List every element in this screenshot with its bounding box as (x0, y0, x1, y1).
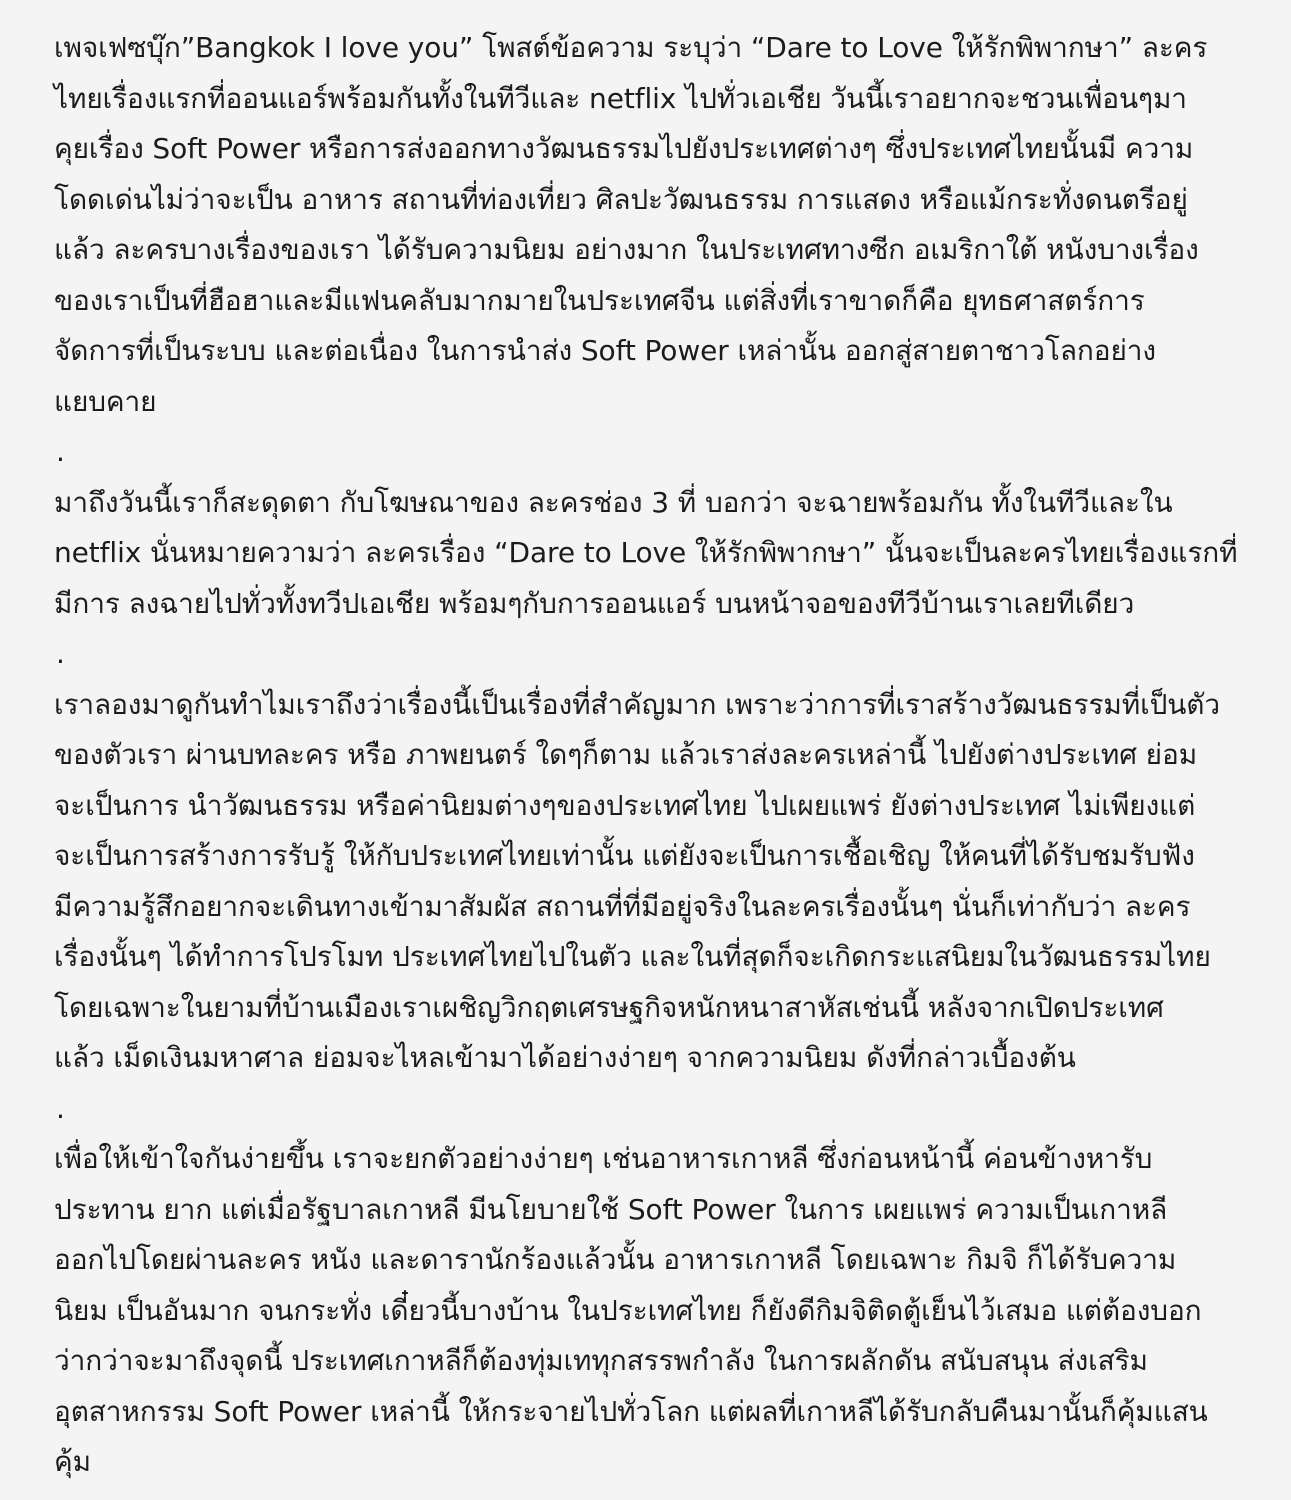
text-line: ว่ากว่าจะมาถึงจุดนี้ ประเทศเกาหลีก็ต้องทุ่มเททุกสรรพกำลัง ในการผลักดัน สนับสนุน ส่งเสริม (54, 1344, 1148, 1377)
text-line: โดดเด่นไม่ว่าจะเป็น อาหาร สถานที่ท่องเที่ยว ศิลปะวัฒนธรรม การแสดง หรือแม้กระทั่งดนตรีอยู่ (54, 182, 1188, 216)
text-line: มีความรู้สึกอยากจะเดินทางเข้ามาสัมผัส สถานที่ที่มีอยู่จริงในละครเรื่องนั้นๆ นั่นก็เท่ากับว่า ละคร (54, 889, 1191, 923)
text-line: เรื่องนั้นๆ ได้ทำการโปรโมท ประเทศไทยไปในตัว และในที่สุดก็จะเกิดกระแสนิยมในวัฒนธรรมไทย (54, 940, 1211, 973)
text-line: ออกไปโดยผ่านละคร หนัง และดารานักร้องแล้วนั้น อาหารเกาหลี โดยเฉพาะ กิมจิ ก็ได้รับความ (54, 1243, 1177, 1276)
text-line: เราลองมาดูกันทำไมเราถึงว่าเรื่องนี้เป็นเรื่องที่สำคัญมาก เพราะว่าการที่เราสร้างวัฒนธรรมที่เป็นตัว (54, 687, 1220, 721)
text-line: ประทาน ยาก แต่เมื่อรัฐบาลเกาหลี มีนโยบายใช้ Soft Power ในการ เผยแพร่ ความเป็นเกาหลี (54, 1192, 1168, 1226)
text-line: โดยเฉพาะในยามที่บ้านเมืองเราเผชิญวิกฤตเศรษฐกิจหนักหนาสาหัสเช่นนี้ หลังจากเปิดประเทศ (54, 990, 1164, 1024)
text-line: จะเป็นการ นำวัฒนธรรม หรือค่านิยมต่างๆของประเทศไทย ไปเผยแพร่ ยังต่างประเทศ ไม่เพียงแต่ (54, 788, 1196, 822)
text-line: เพื่อให้เข้าใจกันง่ายขึ้น เราจะยกตัวอย่างง่ายๆ เช่นอาหารเกาหลี ซึ่งก่อนหน้านี้ ค่อนข้างหารับ (54, 1142, 1153, 1175)
text-line: จัดการที่เป็นระบบ และต่อเนื่อง ในการนำส่ง Soft Power เหล่านั้น ออกสู่สายตาชาวโลกอย่าง (54, 334, 1156, 367)
text-line: netflix นั่นหมายความว่า ละครเรื่อง “Dare to Love ให้รักพิพากษา” นั้นจะเป็นละครไทยเรื่องแรกที่ (54, 536, 1238, 569)
text-line: ของเราเป็นที่ฮือฮาและมีแฟนคลับมากมายในประเทศจีน แต่สิ่งที่เราขาดก็คือ ยุทธศาสตร์การ (54, 283, 1145, 317)
paragraph-4 (54, 1134, 1239, 1488)
text-line: เพจเฟซบุ๊ก”Bangkok I love you” โพสต์ข้อความ ระบุว่า “Dare to Love ให้รักพิพากษา” ละคร (54, 31, 1208, 64)
text-line: จะเป็นการสร้างการรับรู้ ให้กับประเทศไทยเท่านั้น แต่ยังจะเป็นการเชื้อเชิญ ให้คนที่ได้รับชมรับฟัง (54, 839, 1195, 872)
text-line: คุยเรื่อง Soft Power หรือการส่งออกทางวัฒนธรรมไปยังประเทศต่างๆ ซึ่งประเทศไทยนั้นมี ความ (54, 132, 1194, 165)
paragraph-1 (54, 23, 1239, 427)
text-line: ของตัวเรา ผ่านบทละคร หรือ ภาพยนตร์ ใดๆก็ตาม แล้วเราส่งละครเหล่านี้ ไปยังต่างประเทศ ย่อม (54, 738, 1198, 771)
text-line: มีการ ลงฉายไปทั่วทั้งทวีปเอเชีย พร้อมๆกับการออนแอร์ บนหน้าจอของทีวีบ้านเราเลยทีเดียว (54, 586, 1135, 620)
text-line: แยบคาย (54, 384, 157, 418)
text-line: แล้ว เม็ดเงินมหาศาล ย่อมจะไหลเข้ามาได้อย่างง่ายๆ จากความนิยม ดังที่กล่าวเบื้องต้น (54, 1041, 1076, 1074)
text-line: ไทยเรื่องแรกที่ออนแอร์พร้อมกันทั้งในทีวีและ netflix ไปทั่วเอเชีย วันนี้เราอยากจะชวนเพื่อนๆมา (54, 81, 1187, 115)
text-line: คุ้ม (54, 1445, 91, 1478)
paragraph-separator: . (56, 1091, 65, 1125)
paragraph-2 (54, 478, 1239, 630)
paragraph-3 (54, 680, 1239, 1084)
paragraph-separator: . (56, 637, 65, 670)
text-line: นิยม เป็นอันมาก จนกระทั่ง เดี๋ยวนี้บางบ้าน ในประเทศไทย ก็ยังดีกิมจิติดตู้เย็นไว้เสมอ แต่ต้องบอก (54, 1293, 1202, 1327)
paragraph-separator: . (56, 435, 65, 468)
text-line: แล้ว ละครบางเรื่องของเรา ได้รับความนิยม อย่างมาก ในประเทศทางซีก อเมริกาใต้ หนังบางเรื่อง (54, 233, 1199, 266)
text-line: มาถึงวันนี้เราก็สะดุดตา กับโฆษณาของ ละครช่อง 3 ที่ บอกว่า จะฉายพร้อมกัน ทั้งในทีวีและใน (54, 485, 1173, 519)
text-line: อุตสาหกรรม Soft Power เหล่านี้ ให้กระจายไปทั่วโลก แต่ผลที่เกาหลีได้รับกลับคืนมานั้นก็คุ้มแสน (54, 1394, 1208, 1428)
